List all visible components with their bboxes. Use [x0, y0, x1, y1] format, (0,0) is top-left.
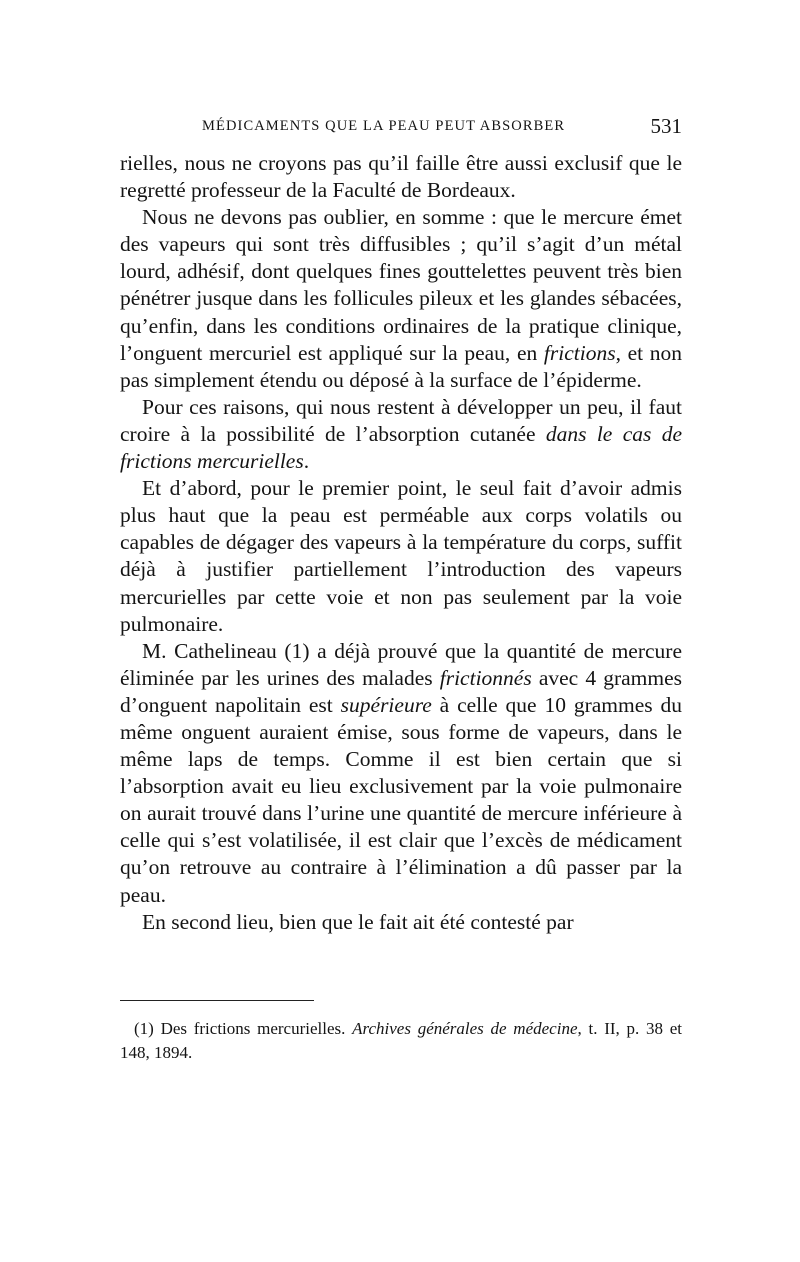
- italic-text: supérieure: [340, 692, 432, 717]
- paragraph: [120, 909, 682, 936]
- text-run: Pour ces raisons, qui nous restent à développer un peu, il faut croire à la possibilité de l’absorption cutanée: [120, 394, 682, 446]
- italic-text: frictions: [543, 340, 616, 365]
- text-run: .: [303, 449, 310, 474]
- footnote-separator: [120, 1000, 314, 1001]
- footnote-journal-title: Archives générales de médecine: [352, 1019, 578, 1038]
- italic-text: dans le cas de frictions mercurielles: [120, 421, 682, 474]
- running-title: MÉDICAMENTS QUE LA PEAU PEUT ABSORBER: [202, 118, 566, 134]
- footnote-run: Des frictions mercurielles.: [153, 1019, 353, 1038]
- text-run: M. Cathelineau (1) a déjà prouvé que la quantité de mercure éliminée par les urines des malades: [120, 638, 682, 690]
- paragraph: [120, 204, 682, 394]
- page-header: [120, 114, 682, 140]
- footnote-marker: (1): [134, 1019, 154, 1038]
- text-run: rielles, nous ne croyons pas qu’il faille être aussi exclusif que le regretté professeur de la Faculté de Bordeaux.: [120, 151, 682, 203]
- text-run: , et non pas simplement étendu ou déposé à la surface de l’épiderme.: [120, 340, 682, 392]
- body-text: [120, 150, 682, 936]
- footnote: [120, 1017, 682, 1065]
- footnote-run: , t. II, p. 38 et 148, 1894.: [120, 1019, 682, 1062]
- paragraph: [120, 394, 682, 475]
- text-run: Et d’abord, pour le premier point, le seul fait d’avoir admis plus haut que la peau est perméable aux corps volatils ou capables de dégager des vapeurs à la température du corps, suffit déjà à justifier partiellement l’introduction des vapeurs mercurielles par cette voie et non pas seulement par la voie pulmonaire.: [120, 476, 682, 636]
- paragraph: [120, 150, 682, 204]
- text-run: En second lieu, bien que le fait ait été contesté par: [142, 909, 574, 934]
- paragraph: [120, 638, 682, 909]
- paragraph: [120, 475, 682, 638]
- footnote-text: [120, 1017, 682, 1065]
- text-run: Nous ne devons pas oublier, en somme : que le mercure émet des vapeurs qui sont très diffusibles ; qu’il s’agit d’un métal lourd, adhésif, dont quelques fines gouttelettes peuvent très bien pénétrer jusque dans les follicules pileux et les glandes sébacées, qu’enfin, dans les conditions ordinaires de la pratique clinique, l’onguent mercuriel est appliqué sur la peau, en: [120, 205, 682, 365]
- text-run: avec 4 grammes d’onguent napolitain est: [120, 665, 682, 717]
- text-run: à celle que 10 grammes du même onguent auraient émise, sous forme de vapeurs, dans le même laps de temps. Comme il est bien certain que si l’absorption avait eu lieu exclusivement par la voie pulmonaire on aurait trouvé dans l’urine une quantité de mercure inférieure à celle qui s’est volatilisée, il est clair que l’excès de médicament qu’on retrouve au contraire à l’élimination a dû passer par la peau.: [120, 692, 682, 907]
- italic-text: frictionnés: [439, 665, 532, 690]
- page-number: 531: [650, 114, 682, 138]
